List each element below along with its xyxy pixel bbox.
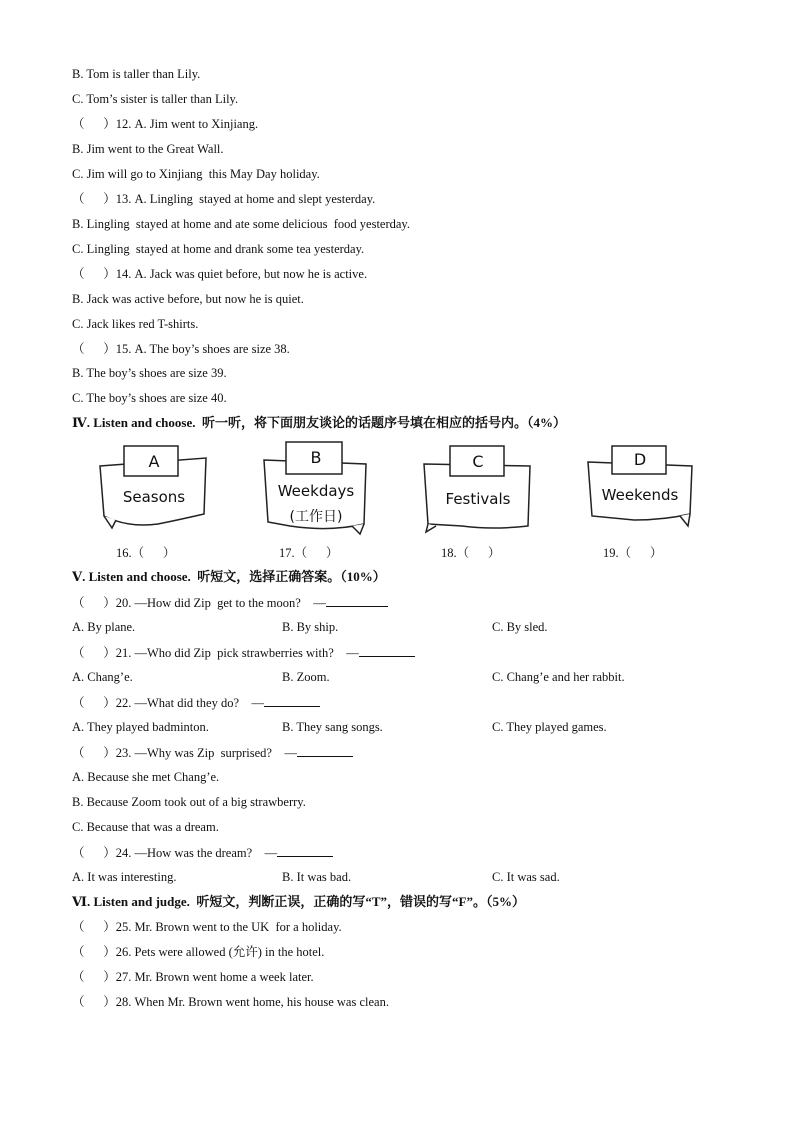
question-line: （ ）12. A. Jim went to Xinjiang. [72, 117, 259, 131]
answer-option: C. It was sad. [492, 870, 560, 884]
question-text: （ ）22. —What did they do? — [72, 696, 264, 710]
answer-option: A. By plane. [72, 620, 136, 634]
question-line: （ ）27. Mr. Brown went home a week later. [72, 970, 314, 984]
card-letter: B [310, 448, 322, 467]
answer-option: B. By ship. [282, 620, 339, 634]
answer-option: B. They sang songs. [282, 720, 383, 734]
answer-blank-19[interactable]: 19.（ ） [603, 546, 663, 560]
card-letter: A [148, 452, 160, 471]
topic-card-a [98, 444, 210, 536]
question-line: （ ）13. A. Lingling stayed at home and slept yesterday. [72, 192, 376, 206]
answer-option: C. By sled. [492, 620, 548, 634]
answer-option: B. Jack was active before, but now he is quiet. [72, 292, 304, 306]
question-text: （ ）21. —Who did Zip pick strawberries with? — [72, 646, 359, 660]
answer-blank[interactable] [277, 844, 333, 857]
answer-blank-16[interactable]: 16.（ ） [116, 546, 176, 560]
answer-option: C. Because that was a dream. [72, 820, 219, 834]
topic-card-d [584, 444, 696, 536]
answer-option: B. Zoom. [282, 670, 330, 684]
question-line: （ ）26. Pets were allowed (允许) in the hotel. [72, 945, 325, 959]
question-line [72, 744, 353, 761]
card-letter: C [472, 452, 484, 471]
card-word: Weekdays [277, 482, 355, 500]
answer-option: C. Lingling stayed at home and drank some tea yesterday. [72, 242, 365, 256]
answer-blank[interactable] [264, 694, 320, 707]
answer-option: C. Tom’s sister is taller than Lily. [72, 92, 239, 106]
answer-option: B. Tom is taller than Lily. [72, 67, 201, 81]
card-word: Seasons [122, 488, 186, 506]
answer-blank-17[interactable]: 17.（ ） [279, 546, 339, 560]
question-text: （ ）23. —Why was Zip surprised? — [72, 746, 297, 760]
card-letter: D [633, 450, 647, 469]
question-text: （ ）24. —How was the dream? — [72, 846, 278, 860]
card-subtitle: (工作日) [289, 509, 343, 525]
answer-option: B. Jim went to the Great Wall. [72, 142, 224, 156]
answer-option: C. Jack likes red T-shirts. [72, 317, 199, 331]
question-line: （ ）25. Mr. Brown went to the UK for a holiday. [72, 920, 342, 934]
answer-option: C. Chang’e and her rabbit. [492, 670, 625, 684]
question-line [72, 694, 320, 711]
question-line [72, 644, 415, 661]
topic-card-b [260, 440, 372, 532]
answer-option: B. Because Zoom took out of a big strawberry. [72, 795, 306, 809]
question-line: （ ）15. A. The boy’s shoes are size 38. [72, 342, 290, 356]
answer-option: B. The boy’s shoes are size 39. [72, 366, 227, 380]
answer-blank-18[interactable]: 18.（ ） [441, 546, 501, 560]
answer-option: A. It was interesting. [72, 870, 177, 884]
question-line [72, 844, 333, 861]
answer-option: A. Chang’e. [72, 670, 133, 684]
question-text: （ ）20. —How did Zip get to the moon? — [72, 596, 326, 610]
answer-blank[interactable] [359, 644, 415, 657]
card-word: Weekends [601, 486, 679, 504]
question-line: （ ）14. A. Jack was quiet before, but now he is active. [72, 267, 368, 281]
answer-blank[interactable] [326, 594, 388, 607]
answer-blank[interactable] [297, 744, 353, 757]
section-heading-v: Ⅴ. Listen and choose. 听短文，选择正确答案。（10%） [72, 569, 386, 584]
answer-option: B. It was bad. [282, 870, 352, 884]
answer-option: B. Lingling stayed at home and ate some delicious food yesterday. [72, 217, 410, 231]
question-line [72, 594, 388, 611]
answer-option: C. The boy’s shoes are size 40. [72, 391, 227, 405]
question-line: （ ）28. When Mr. Brown went home, his house was clean. [72, 995, 389, 1009]
card-word: Festivals [445, 490, 511, 508]
answer-option: A. Because she met Chang’e. [72, 770, 220, 784]
section-heading-vi: Ⅵ. Listen and judge. 听短文，判断正误，正确的写“T”，错误的写“F”。（5%） [72, 894, 526, 909]
answer-option: C. Jim will go to Xinjiang this May Day holiday. [72, 167, 320, 181]
topic-card-c [422, 444, 534, 536]
answer-option: C. They played games. [492, 720, 607, 734]
answer-option: A. They played badminton. [72, 720, 209, 734]
section-heading-iv: Ⅳ. Listen and choose. 听一听，将下面朋友谈论的话题序号填在相应的括号内。（4%） [72, 415, 566, 430]
